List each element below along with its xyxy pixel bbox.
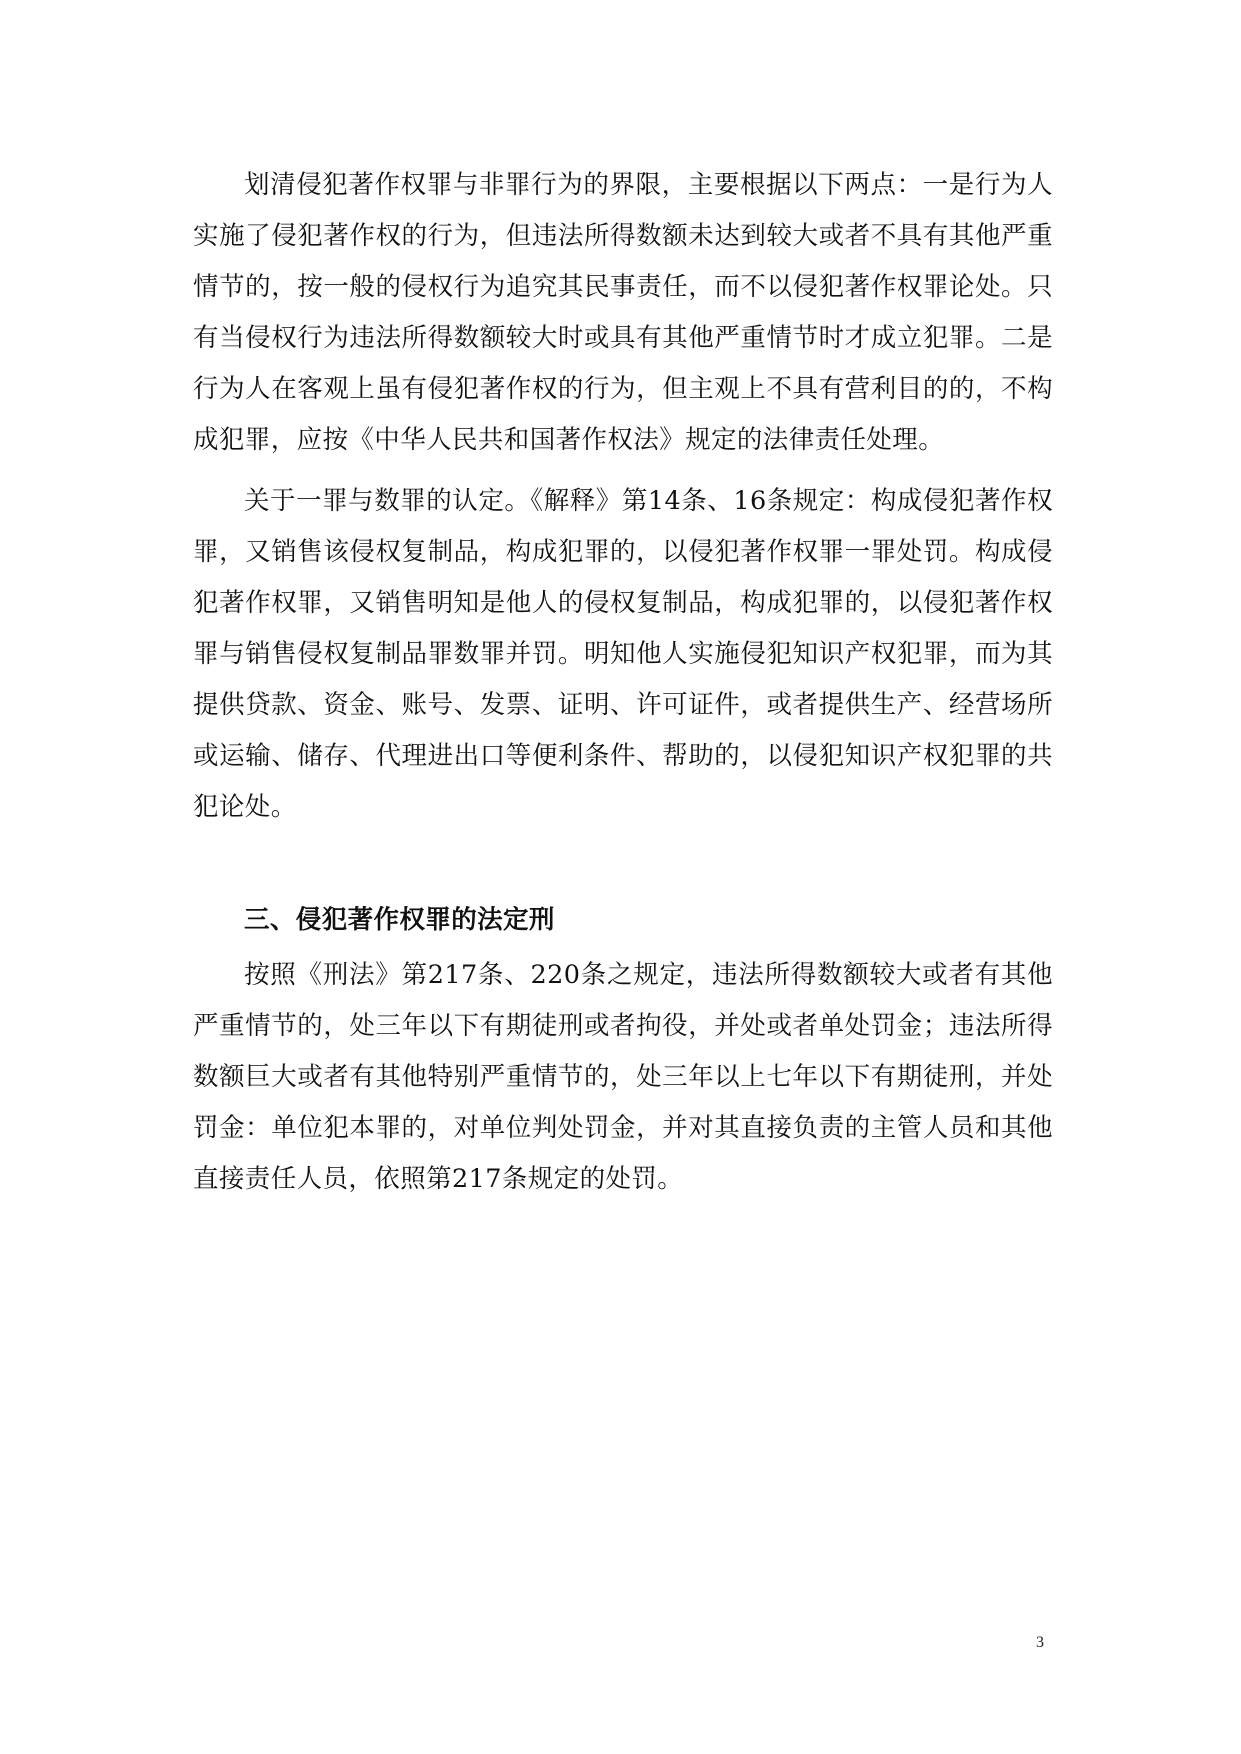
- page-number: 3: [1036, 1634, 1044, 1651]
- section-heading: 三、侵犯著作权罪的法定刑: [244, 905, 555, 935]
- paragraph-crime-boundary: 划清侵犯著作权罪与非罪行为的界限，主要根据以下两点：一是行为人实施了侵犯著作权的行为，但违法所得数额未达到较大或者不具有其他严重情节的，按一般的侵权行为追究其民事责任，而不以侵犯著作权罪论处。只有当侵权行为违法所得数额较大时或具有其他严重情节时才成立犯罪。二是行为人在客观上虽有侵犯著作权的行为，但主观上不具有营利目的的，不构成犯罪，应按《中华人民共和国著作权法》规定的法律责任处理。: [193, 170, 1053, 455]
- paragraph-single-multiple-crimes: 关于一罪与数罪的认定。《解释》第14条、16条规定：构成侵犯著作权罪，又销售该侵权复制品，构成犯罪的，以侵犯著作权罪一罪处罚。构成侵犯著作权罪，又销售明知是他人的侵权复制品，构成犯罪的，以侵犯著作权罪与销售侵权复制品罪数罪并罚。明知他人实施侵犯知识产权犯罪，而为其提供贷款、资金、账号、发票、证明、许可证件，或者提供生产、经营场所或运输、储存、代理进出口等便利条件、帮助的，以侵犯知识产权犯罪的共犯论处。: [193, 486, 1053, 822]
- page-content: [193, 150, 1053, 1205]
- paragraph-statutory-penalty: 按照《刑法》第217条、220条之规定，违法所得数额较大或者有其他严重情节的，处三年以下有期徒刑或者拘役，并处或者单处罚金；违法所得数额巨大或者有其他特别严重情节的，处三年以上七年以下有期徒刑，并处罚金：单位犯本罪的，对单位判处罚金，并对其直接负责的主管人员和其他直接责任人员，依照第217条规定的处罚。: [193, 960, 1053, 1194]
